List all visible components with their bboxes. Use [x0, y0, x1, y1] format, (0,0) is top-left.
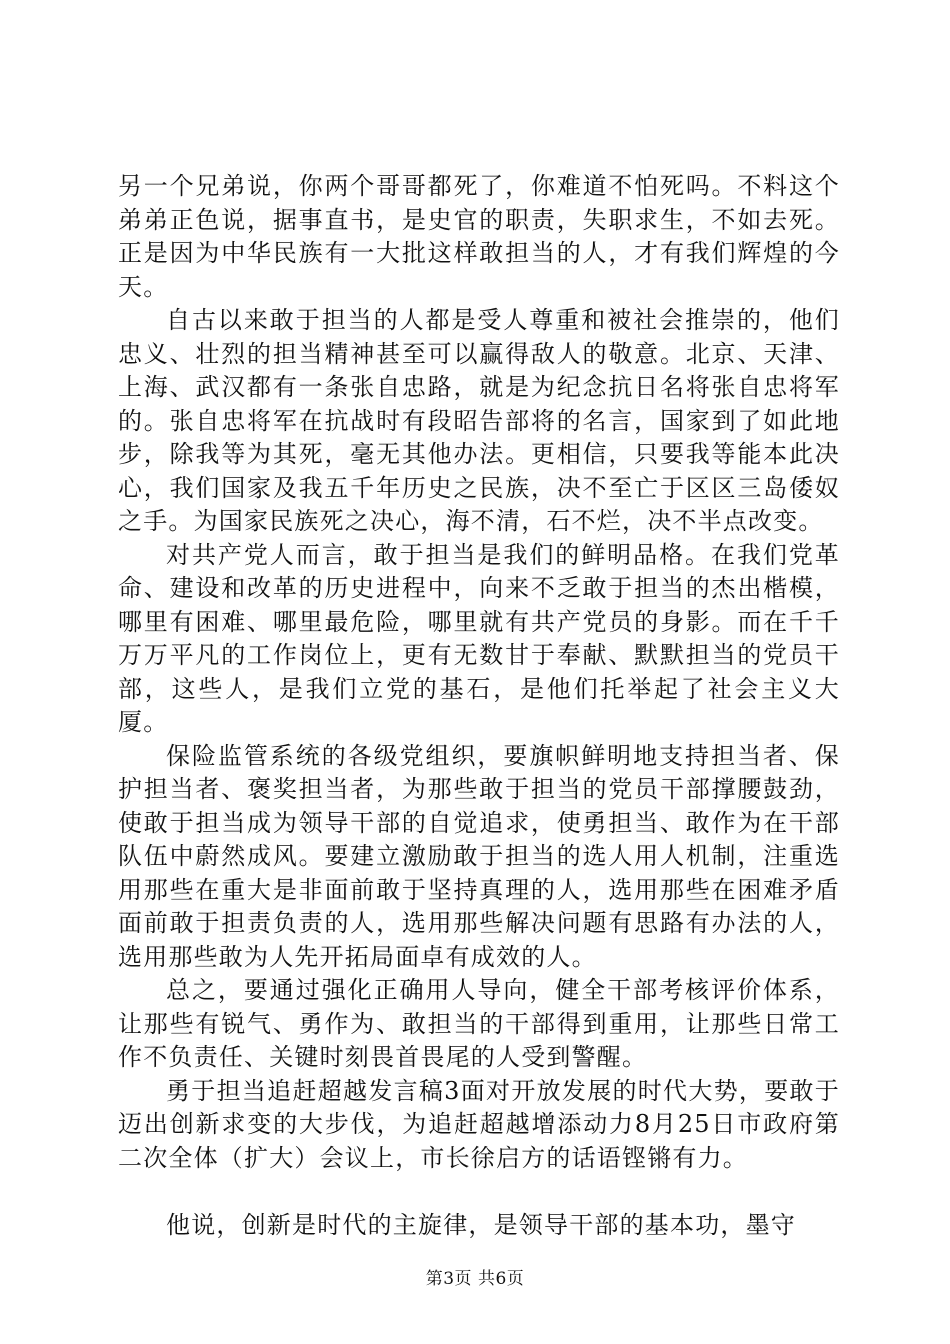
paragraph-7: 他说，创新是时代的主旋律，是领导干部的基本功，墨守: [166, 1211, 796, 1239]
paragraph-6: 勇于担当追赶超越发言稿3面对开放发展的时代大势，要敢于迈出创新求变的大步伐，为追赶超越增添动力8月25日市政府第二次全体（扩大）会议上，市长徐启方的话语铿锵有力。: [118, 1076, 840, 1172]
paragraph-2: 自古以来敢于担当的人都是受人尊重和被社会推崇的，他们忠义、壮烈的担当精神甚至可以赢得敌人的敬意。北京、天津、上海、武汉都有一条张自忠路，就是为纪念抗日名将张自忠将军的。张自忠将军在抗战时有段昭告部将的名言，国家到了如此地步，除我等为其死，毫无其他办法。更相信，只要我等能本此决心，我们国家及我五千年历史之民族，决不至亡于区区三岛倭奴之手。为国家民族死之决心，海不清，石不烂，决不半点改变。: [118, 306, 840, 535]
document-body: [118, 170, 840, 1243]
paragraph-4: 保险监管系统的各级党组织，要旗帜鲜明地支持担当者、保护担当者、褒奖担当者，为那些敢于担当的党员干部撑腰鼓劲，使敢于担当成为领导干部的自觉追求，使勇担当、敢作为在干部队伍中蔚然成风。要建立激励敢于担当的选人用人机制，注重选用那些在重大是非面前敢于坚持真理的人，选用那些在困难矛盾面前敢于担责负责的人，选用那些解决问题有思路有办法的人，选用那些敢为人先开拓局面卓有成效的人。: [118, 741, 840, 971]
paragraph-1: 另一个兄弟说，你两个哥哥都死了，你难道不怕死吗。不料这个弟弟正色说，据事直书，是史官的职责，失职求生，不如去死。正是因为中华民族有一大批这样敢担当的人，才有我们辉煌的今天。: [118, 172, 840, 301]
page-number-footer: 第3页 共6页: [425, 1269, 525, 1289]
paragraph-3: 对共产党人而言，敢于担当是我们的鲜明品格。在我们党革命、建设和改革的历史进程中，向来不乏敢于担当的杰出楷模，哪里有困难、哪里最危险，哪里就有共产党员的身影。而在千千万万平凡的工作岗位上，更有无数甘于奉献、默默担当的党员干部，这些人，是我们立党的基石，是他们托举起了社会主义大厦。: [118, 540, 840, 736]
paragraph-5: 总之，要通过强化正确用人导向，健全干部考核评价体系，让那些有锐气、勇作为、敢担当的干部得到重用，让那些日常工作不负责任、关键时刻畏首畏尾的人受到警醒。: [118, 976, 840, 1071]
